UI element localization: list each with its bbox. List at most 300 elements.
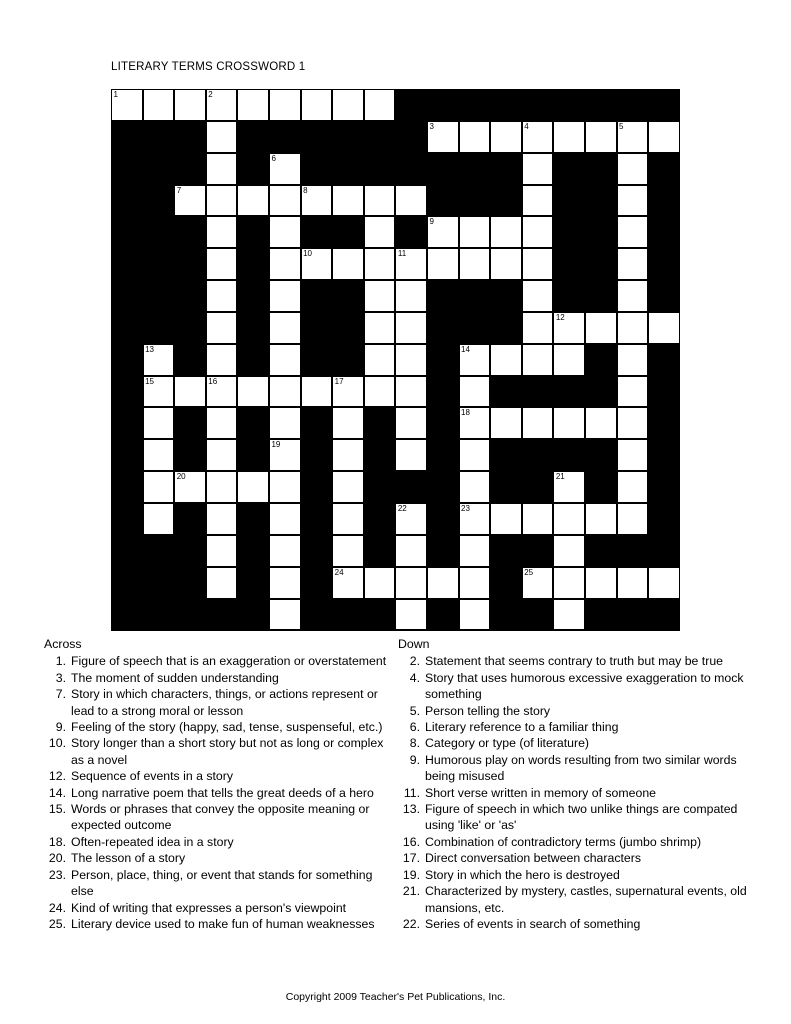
- crossword-cell[interactable]: [395, 280, 427, 312]
- crossword-block: [648, 89, 680, 121]
- crossword-cell[interactable]: [301, 376, 333, 408]
- crossword-cell[interactable]: [269, 471, 301, 503]
- crossword-cell[interactable]: [617, 121, 649, 153]
- crossword-cell[interactable]: [364, 248, 396, 280]
- clue-number: 4.: [409, 670, 420, 685]
- crossword-block: [237, 153, 269, 185]
- crossword-cell[interactable]: [143, 376, 175, 408]
- crossword-cell[interactable]: [585, 312, 617, 344]
- crossword-block: [237, 599, 269, 631]
- crossword-block: [585, 376, 617, 408]
- crossword-block: [648, 439, 680, 471]
- crossword-block: [237, 407, 269, 439]
- crossword-cell[interactable]: [553, 121, 585, 153]
- crossword-cell[interactable]: [585, 503, 617, 535]
- crossword-cell[interactable]: [143, 439, 175, 471]
- clue-number: 16.: [402, 834, 420, 849]
- crossword-cell[interactable]: [522, 185, 554, 217]
- clue-number: 5.: [409, 703, 420, 718]
- crossword-cell[interactable]: [617, 439, 649, 471]
- crossword-block: [648, 471, 680, 503]
- crossword-block: [237, 503, 269, 535]
- crossword-block: [237, 535, 269, 567]
- crossword-block: [585, 471, 617, 503]
- clue-number: 22.: [402, 916, 420, 931]
- crossword-block: [395, 89, 427, 121]
- crossword-cell[interactable]: [490, 248, 522, 280]
- crossword-block: [237, 312, 269, 344]
- clue-item: [44, 867, 392, 900]
- crossword-cell[interactable]: [459, 376, 491, 408]
- crossword-block: [111, 471, 143, 503]
- crossword-cell[interactable]: [522, 248, 554, 280]
- crossword-cell[interactable]: [395, 344, 427, 376]
- crossword-block: [490, 312, 522, 344]
- crossword-block: [174, 567, 206, 599]
- cell-number: 1: [113, 90, 118, 99]
- crossword-cell[interactable]: [174, 89, 206, 121]
- crossword-cell[interactable]: [617, 344, 649, 376]
- crossword-block: [522, 89, 554, 121]
- clue-number: 9.: [409, 752, 420, 767]
- crossword-cell[interactable]: [206, 248, 238, 280]
- crossword-cell[interactable]: [269, 599, 301, 631]
- crossword-block: [553, 439, 585, 471]
- crossword-cell[interactable]: [237, 89, 269, 121]
- crossword-cell[interactable]: [332, 248, 364, 280]
- across-heading: Across: [44, 637, 82, 651]
- crossword-cell[interactable]: [459, 439, 491, 471]
- crossword-cell[interactable]: [269, 89, 301, 121]
- crossword-cell[interactable]: [459, 535, 491, 567]
- crossword-block: [648, 503, 680, 535]
- crossword-block: [364, 535, 396, 567]
- clue-item: [44, 900, 392, 916]
- crossword-block: [364, 121, 396, 153]
- crossword-cell[interactable]: [206, 185, 238, 217]
- crossword-cell[interactable]: [617, 503, 649, 535]
- crossword-cell[interactable]: [269, 535, 301, 567]
- crossword-block: [174, 153, 206, 185]
- crossword-cell[interactable]: [490, 216, 522, 248]
- crossword-cell[interactable]: [553, 599, 585, 631]
- crossword-block: [111, 153, 143, 185]
- crossword-block: [427, 280, 459, 312]
- crossword-cell[interactable]: [237, 185, 269, 217]
- crossword-cell[interactable]: [301, 185, 333, 217]
- cell-number: 2: [208, 90, 213, 99]
- crossword-block: [553, 280, 585, 312]
- clue-text: Figure of speech that is an exaggeration or overstatement: [71, 654, 387, 669]
- crossword-block: [427, 439, 459, 471]
- crossword-grid[interactable]: [111, 89, 680, 631]
- crossword-block: [522, 599, 554, 631]
- crossword-block: [237, 439, 269, 471]
- crossword-block: [585, 89, 617, 121]
- cell-number: 8: [303, 185, 308, 195]
- crossword-block: [111, 567, 143, 599]
- crossword-cell[interactable]: [364, 312, 396, 344]
- crossword-cell[interactable]: [237, 471, 269, 503]
- crossword-cell[interactable]: [553, 567, 585, 599]
- crossword-cell[interactable]: [617, 153, 649, 185]
- clue-item: [44, 768, 392, 784]
- clue-item: [44, 670, 392, 686]
- crossword-block: [143, 312, 175, 344]
- clue-number: 9.: [55, 720, 66, 735]
- crossword-cell[interactable]: [269, 567, 301, 599]
- crossword-cell[interactable]: [617, 567, 649, 599]
- crossword-block: [301, 439, 333, 471]
- crossword-cell[interactable]: [617, 312, 649, 344]
- crossword-cell[interactable]: [617, 185, 649, 217]
- crossword-block: [143, 599, 175, 631]
- crossword-block: [648, 344, 680, 376]
- clue-text: Story longer than a short story but not as long or complex as a novel: [71, 736, 384, 767]
- crossword-block: [364, 153, 396, 185]
- crossword-cell[interactable]: [206, 407, 238, 439]
- crossword-block: [490, 599, 522, 631]
- crossword-block: [111, 535, 143, 567]
- cell-number: 7: [176, 185, 182, 195]
- crossword-cell[interactable]: [332, 185, 364, 217]
- crossword-cell[interactable]: [237, 376, 269, 408]
- crossword-block: [143, 535, 175, 567]
- crossword-cell[interactable]: [332, 407, 364, 439]
- crossword-cell[interactable]: [206, 503, 238, 535]
- crossword-cell[interactable]: [427, 121, 459, 153]
- clue-item: [398, 752, 750, 785]
- crossword-block: [427, 376, 459, 408]
- crossword-cell[interactable]: [490, 344, 522, 376]
- crossword-cell[interactable]: [427, 248, 459, 280]
- crossword-cell[interactable]: [206, 216, 238, 248]
- clue-number: 24.: [48, 900, 66, 915]
- clue-text: Kind of writing that expresses a person's viewpoint: [71, 900, 347, 915]
- crossword-block: [174, 121, 206, 153]
- crossword-cell[interactable]: [617, 471, 649, 503]
- crossword-cell[interactable]: [174, 471, 206, 503]
- crossword-cell[interactable]: [617, 407, 649, 439]
- crossword-cell[interactable]: [459, 567, 491, 599]
- crossword-block: [427, 89, 459, 121]
- crossword-cell[interactable]: [269, 248, 301, 280]
- cell-number: 14: [461, 344, 470, 354]
- crossword-cell[interactable]: [617, 280, 649, 312]
- clue-item: [398, 867, 750, 883]
- crossword-block: [553, 89, 585, 121]
- crossword-cell[interactable]: [269, 503, 301, 535]
- crossword-block: [174, 599, 206, 631]
- crossword-block: [427, 471, 459, 503]
- crossword-cell[interactable]: [617, 248, 649, 280]
- crossword-cell[interactable]: [206, 312, 238, 344]
- crossword-cell[interactable]: [332, 89, 364, 121]
- crossword-block: [364, 471, 396, 503]
- crossword-cell[interactable]: [522, 121, 554, 153]
- crossword-cell[interactable]: [364, 89, 396, 121]
- crossword-block: [269, 121, 301, 153]
- crossword-block: [111, 376, 143, 408]
- crossword-cell[interactable]: [206, 344, 238, 376]
- cell-number: 22: [397, 503, 407, 513]
- crossword-block: [585, 280, 617, 312]
- crossword-cell[interactable]: [332, 439, 364, 471]
- crossword-cell[interactable]: [459, 248, 491, 280]
- crossword-cell[interactable]: [364, 376, 396, 408]
- crossword-cell[interactable]: [617, 216, 649, 248]
- crossword-cell[interactable]: [206, 153, 238, 185]
- crossword-block: [111, 312, 143, 344]
- crossword-block: [585, 216, 617, 248]
- crossword-block: [206, 599, 238, 631]
- crossword-cell[interactable]: [269, 312, 301, 344]
- clue-text: Long narrative poem that tells the great deeds of a hero: [71, 785, 374, 800]
- crossword-block: [301, 567, 333, 599]
- cell-number: 19: [271, 440, 281, 450]
- crossword-cell[interactable]: [522, 153, 554, 185]
- crossword-cell[interactable]: [522, 280, 554, 312]
- crossword-cell[interactable]: [269, 439, 301, 471]
- crossword-cell[interactable]: [553, 344, 585, 376]
- crossword-cell[interactable]: [617, 376, 649, 408]
- crossword-cell[interactable]: [143, 471, 175, 503]
- clue-text: Figure of speech in which two unlike things are compated using 'like' or 'as': [425, 802, 738, 833]
- crossword-cell[interactable]: [459, 503, 491, 535]
- crossword-cell[interactable]: [427, 216, 459, 248]
- crossword-cell[interactable]: [269, 216, 301, 248]
- crossword-cell[interactable]: [206, 439, 238, 471]
- crossword-cell[interactable]: [395, 407, 427, 439]
- crossword-block: [332, 599, 364, 631]
- crossword-cell[interactable]: [364, 567, 396, 599]
- crossword-cell[interactable]: [174, 376, 206, 408]
- crossword-cell[interactable]: [206, 535, 238, 567]
- crossword-block: [459, 312, 491, 344]
- crossword-cell[interactable]: [206, 471, 238, 503]
- crossword-cell[interactable]: [364, 344, 396, 376]
- crossword-cell[interactable]: [332, 376, 364, 408]
- clue-item: [44, 686, 392, 719]
- crossword-cell[interactable]: [522, 344, 554, 376]
- crossword-cell[interactable]: [395, 439, 427, 471]
- clue-number: 12.: [48, 769, 66, 784]
- crossword-cell[interactable]: [301, 89, 333, 121]
- clue-text: Story in which characters, things, or actions represent or lead to a strong moral or lesson: [71, 687, 378, 718]
- crossword-cell[interactable]: [269, 280, 301, 312]
- crossword-block: [427, 599, 459, 631]
- crossword-cell[interactable]: [206, 376, 238, 408]
- crossword-cell[interactable]: [553, 407, 585, 439]
- crossword-cell[interactable]: [143, 503, 175, 535]
- crossword-cell[interactable]: [143, 344, 175, 376]
- crossword-cell[interactable]: [648, 567, 680, 599]
- clue-item: [398, 834, 750, 850]
- crossword-cell[interactable]: [522, 312, 554, 344]
- crossword-block: [648, 535, 680, 567]
- crossword-cell[interactable]: [174, 185, 206, 217]
- crossword-block: [143, 567, 175, 599]
- crossword-block: [427, 407, 459, 439]
- crossword-cell[interactable]: [553, 312, 585, 344]
- crossword-block: [522, 535, 554, 567]
- crossword-cell[interactable]: [269, 407, 301, 439]
- crossword-cell[interactable]: [553, 503, 585, 535]
- crossword-block: [585, 535, 617, 567]
- crossword-cell[interactable]: [459, 471, 491, 503]
- crossword-cell[interactable]: [648, 312, 680, 344]
- crossword-block: [301, 153, 333, 185]
- clue-number: 7.: [55, 687, 66, 702]
- clue-number: 13.: [402, 802, 420, 817]
- clue-item: [398, 719, 750, 735]
- crossword-cell[interactable]: [143, 407, 175, 439]
- crossword-block: [427, 535, 459, 567]
- crossword-cell[interactable]: [332, 471, 364, 503]
- crossword-cell[interactable]: [269, 185, 301, 217]
- crossword-block: [585, 599, 617, 631]
- clue-number: 21.: [402, 884, 420, 899]
- crossword-block: [648, 280, 680, 312]
- crossword-block: [553, 185, 585, 217]
- clue-item: [44, 916, 392, 932]
- crossword-block: [111, 439, 143, 471]
- crossword-cell[interactable]: [585, 567, 617, 599]
- copyright-footer: Copyright 2009 Teacher's Pet Publications, Inc.: [285, 991, 506, 1003]
- crossword-cell[interactable]: [395, 376, 427, 408]
- crossword-block: [143, 153, 175, 185]
- crossword-block: [174, 439, 206, 471]
- clue-text: Series of events in search of something: [425, 916, 641, 931]
- clue-text: Characterized by mystery, castles, supernatural events, old mansions, etc.: [425, 884, 747, 915]
- clue-number: 2.: [409, 654, 420, 669]
- crossword-cell[interactable]: [459, 407, 491, 439]
- crossword-cell[interactable]: [427, 567, 459, 599]
- crossword-cell[interactable]: [395, 535, 427, 567]
- crossword-block: [617, 89, 649, 121]
- cell-number: 17: [334, 376, 344, 386]
- crossword-cell[interactable]: [585, 121, 617, 153]
- crossword-block: [111, 121, 143, 153]
- crossword-block: [143, 185, 175, 217]
- crossword-cell[interactable]: [395, 248, 427, 280]
- crossword-block: [585, 153, 617, 185]
- crossword-cell[interactable]: [364, 185, 396, 217]
- crossword-block: [332, 216, 364, 248]
- crossword-cell[interactable]: [553, 535, 585, 567]
- crossword-block: [174, 503, 206, 535]
- clue-item: [44, 785, 392, 801]
- crossword-cell[interactable]: [301, 248, 333, 280]
- cell-number: 12: [555, 312, 565, 322]
- crossword-cell[interactable]: [332, 535, 364, 567]
- crossword-block: [553, 216, 585, 248]
- clue-item: [398, 653, 750, 669]
- crossword-cell[interactable]: [395, 599, 427, 631]
- crossword-cell[interactable]: [143, 89, 175, 121]
- crossword-cell[interactable]: [206, 121, 238, 153]
- crossword-block: [490, 471, 522, 503]
- crossword-block: [585, 344, 617, 376]
- crossword-cell[interactable]: [459, 216, 491, 248]
- crossword-block: [364, 407, 396, 439]
- crossword-cell[interactable]: [269, 376, 301, 408]
- page-title: LITERARY TERMS CROSSWORD 1: [111, 61, 306, 73]
- cell-number: 21: [555, 472, 565, 482]
- clue-text: The moment of sudden understanding: [71, 670, 279, 685]
- crossword-block: [301, 216, 333, 248]
- crossword-cell[interactable]: [269, 153, 301, 185]
- crossword-cell[interactable]: [206, 567, 238, 599]
- crossword-cell[interactable]: [395, 185, 427, 217]
- clue-item: [398, 785, 750, 801]
- crossword-cell[interactable]: [522, 503, 554, 535]
- crossword-block: [459, 153, 491, 185]
- crossword-block: [617, 599, 649, 631]
- clue-text: Category or type (of literature): [425, 736, 590, 751]
- crossword-cell[interactable]: [395, 312, 427, 344]
- crossword-block: [301, 471, 333, 503]
- crossword-cell[interactable]: [395, 567, 427, 599]
- crossword-cell[interactable]: [522, 407, 554, 439]
- crossword-block: [111, 248, 143, 280]
- crossword-cell[interactable]: [459, 121, 491, 153]
- crossword-block: [237, 567, 269, 599]
- crossword-block: [174, 535, 206, 567]
- clue-item: [44, 834, 392, 850]
- crossword-cell[interactable]: [490, 121, 522, 153]
- clue-text: Often-repeated idea in a story: [71, 834, 234, 849]
- crossword-cell[interactable]: [522, 216, 554, 248]
- crossword-cell[interactable]: [364, 280, 396, 312]
- crossword-cell[interactable]: [490, 503, 522, 535]
- down-clue-list: [398, 653, 750, 932]
- crossword-cell[interactable]: [459, 344, 491, 376]
- crossword-cell[interactable]: [395, 503, 427, 535]
- crossword-cell[interactable]: [648, 121, 680, 153]
- crossword-block: [427, 344, 459, 376]
- crossword-cell[interactable]: [459, 599, 491, 631]
- clue-number: 18.: [48, 834, 66, 849]
- crossword-cell[interactable]: [490, 407, 522, 439]
- crossword-cell[interactable]: [332, 567, 364, 599]
- clue-item: [44, 850, 392, 866]
- crossword-cell[interactable]: [332, 503, 364, 535]
- crossword-block: [174, 407, 206, 439]
- crossword-block: [301, 407, 333, 439]
- crossword-block: [490, 439, 522, 471]
- crossword-block: [427, 153, 459, 185]
- crossword-cell[interactable]: [585, 407, 617, 439]
- crossword-cell[interactable]: [522, 567, 554, 599]
- crossword-cell[interactable]: [206, 89, 238, 121]
- crossword-block: [490, 185, 522, 217]
- crossword-cell[interactable]: [206, 280, 238, 312]
- crossword-block: [522, 471, 554, 503]
- clue-text: Direct conversation between characters: [425, 851, 641, 866]
- crossword-cell[interactable]: [553, 471, 585, 503]
- crossword-block: [459, 89, 491, 121]
- crossword-cell[interactable]: [269, 344, 301, 376]
- crossword-block: [301, 280, 333, 312]
- crossword-block: [301, 121, 333, 153]
- crossword-block: [143, 248, 175, 280]
- crossword-cell[interactable]: [111, 89, 143, 121]
- clue-number: 19.: [402, 867, 420, 882]
- crossword-block: [648, 153, 680, 185]
- clue-item: [44, 735, 392, 768]
- crossword-cell[interactable]: [364, 216, 396, 248]
